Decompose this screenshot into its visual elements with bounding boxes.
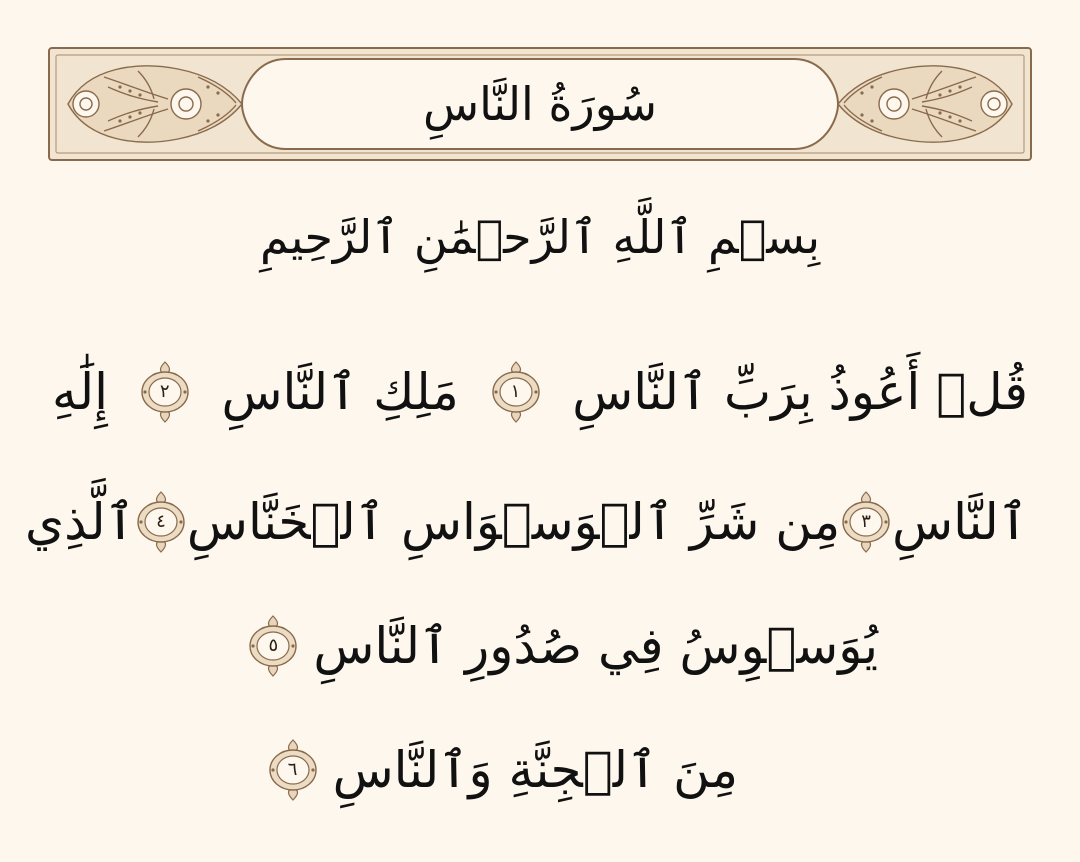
ayah-number: ٦ — [287, 759, 298, 780]
verse-text: ٱلَّذِي — [24, 493, 135, 551]
verse-text: مَلِكِ ٱلنَّاسِ — [221, 363, 459, 421]
verse-line-1 — [52, 352, 1028, 432]
verse-text: مِن شَرِّ ٱلۡوَسۡوَاسِ ٱلۡخَنَّاسِ — [186, 493, 841, 551]
verse-line-2 — [24, 482, 1028, 562]
ayah-number-marker — [840, 490, 892, 554]
ayah-number-marker — [247, 614, 299, 678]
ayah-number: ٣ — [861, 511, 871, 532]
ayah-number: ٥ — [268, 635, 279, 656]
surah-title: سُورَةُ النَّاسِ — [422, 77, 658, 131]
ayah-number: ٤ — [156, 511, 166, 532]
ayah-number-marker — [135, 490, 187, 554]
verse-text: مِنَ ٱلۡجِنَّةِ وَٱلنَّاسِ — [332, 741, 738, 799]
ayah-number-marker — [490, 360, 542, 424]
verse-line-3 — [52, 606, 1028, 686]
verse-text: يُوَسۡوِسُ فِي صُدُورِ ٱلنَّاسِ — [313, 617, 878, 675]
ayah-number: ٢ — [159, 381, 170, 402]
verse-line-4 — [52, 730, 1028, 810]
surah-header — [48, 47, 1032, 161]
ayah-number-marker — [139, 360, 191, 424]
ayah-number: ١ — [510, 381, 521, 402]
ayah-number-marker — [267, 738, 319, 802]
verse-text: قُلۡ أَعُوذُ بِرَبِّ ٱلنَّاسِ — [572, 363, 1028, 421]
verse-text: ٱلنَّاسِ — [892, 493, 1028, 551]
verse-text: إِلَٰهِ — [52, 363, 108, 421]
basmala: بِسۡمِ ٱللَّهِ ٱلرَّحۡمَٰنِ ٱلرَّحِيمِ — [259, 210, 821, 264]
